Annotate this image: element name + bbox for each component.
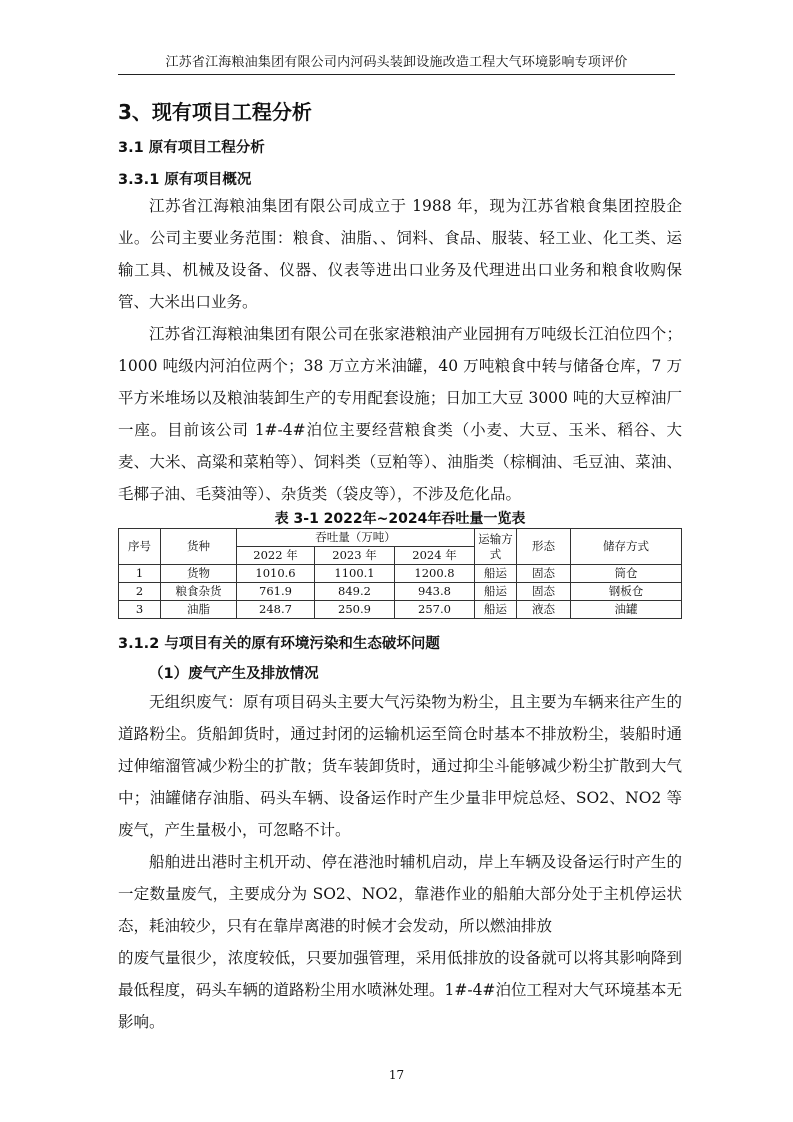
cell-storage: 油罐	[571, 601, 682, 619]
header-storage: 储存方式	[571, 529, 682, 565]
throughput-table	[118, 528, 682, 619]
cell-no: 3	[119, 601, 161, 619]
header-form: 形态	[517, 529, 571, 565]
cell-2023: 250.9	[315, 601, 395, 619]
subsection-title-pollution: 3.1.2 与项目有关的原有环境污染和生态破坏问题	[118, 636, 440, 652]
table-row	[119, 565, 682, 583]
page-number: 17	[388, 1068, 405, 1082]
cell-storage: 钢板仓	[571, 583, 682, 601]
cell-2023: 849.2	[315, 583, 395, 601]
section-title: 3、现有项目工程分析	[118, 100, 312, 124]
cell-2023: 1100.1	[315, 565, 395, 583]
header-throughput: 吞吐量（万吨）	[237, 529, 475, 547]
cell-2022: 1010.6	[237, 565, 315, 583]
table-row	[119, 601, 682, 619]
cell-no: 1	[119, 565, 161, 583]
cell-2024: 257.0	[395, 601, 475, 619]
cell-form: 固态	[517, 583, 571, 601]
cell-cargo: 货物	[161, 565, 237, 583]
cell-no: 2	[119, 583, 161, 601]
header-2022: 2022 年	[237, 547, 315, 565]
subsection-title: 3.1 原有项目工程分析	[118, 140, 265, 156]
running-header: 江苏省江海粮油集团有限公司内河码头装卸设施改造工程大气环境影响专项评价	[118, 54, 675, 75]
cell-2022: 248.7	[237, 601, 315, 619]
table-caption: 表 3-1 2022年~2024年吞吐量一览表	[274, 511, 526, 527]
cell-transport: 船运	[475, 583, 517, 601]
table-header-row	[119, 529, 682, 547]
cell-2024: 943.8	[395, 583, 475, 601]
cell-form: 固态	[517, 565, 571, 583]
header-transport: 运输方式	[475, 529, 517, 565]
header-no: 序号	[119, 529, 161, 565]
cell-storage: 筒仓	[571, 565, 682, 583]
subsubsection-title: 3.3.1 原有项目概况	[118, 172, 252, 188]
paragraph-facilities: 江苏省江海粮油集团有限公司在张家港粮油产业园拥有万吨级长江泊位四个；1000 吨级内河泊位两个；38 万立方米油罐，40 万吨粮食中转与储备仓库，7 万平方米堆场以及粮油装卸生产的专用配套设施；日加工大豆 3000 吨的大豆榨油厂一座。目前该公司 1#-4#泊位主要经营粮食类（小麦、大豆、玉米、稻谷、大麦、大米、高粱和菜粕等）、饲料类（豆粕等）、油脂类（棕榈油、毛豆油、菜油、毛椰子油、毛葵油等）、杂货类（袋皮等），不涉及危化品。	[118, 325, 682, 503]
cell-2024: 1200.8	[395, 565, 475, 583]
cell-form: 液态	[517, 601, 571, 619]
header-2024: 2024 年	[395, 547, 475, 565]
item-heading-exhaust: （1）废气产生及排放情况	[149, 666, 319, 682]
paragraph-company-intro: 江苏省江海粮油集团有限公司成立于 1988 年，现为江苏省粮食集团控股企业。公司主要业务范围：粮食、油脂、、饲料、食品、服装、轻工业、化工类、运输工具、机械及设备、仪器、仪表等进出口业务及代理进出口业务和粮食收购保管、大米出口业务。	[118, 197, 682, 311]
cell-cargo: 粮食杂货	[161, 583, 237, 601]
cell-transport: 船运	[475, 565, 517, 583]
paragraph-emission-conclusion: 的废气量很少，浓度较低，只要加强管理，采用低排放的设备就可以将其影响降到最低程度，码头车辆的道路粉尘用水喷淋处理。1#-4#泊位工程对大气环境基本无影响。	[118, 949, 682, 1031]
header-cargo: 货种	[161, 529, 237, 565]
paragraph-ship-emissions: 船舶进出港时主机开动、停在港池时辅机启动，岸上车辆及设备运行时产生的一定数量废气，主要成分为 SO2、NO2，靠港作业的船舶大部分处于主机停运状态，耗油较少，只有在靠岸离港的时候才会发动，所以燃油排放	[118, 853, 682, 935]
table-row	[119, 583, 682, 601]
cell-transport: 船运	[475, 601, 517, 619]
cell-2022: 761.9	[237, 583, 315, 601]
paragraph-fugitive-emissions: 无组织废气：原有项目码头主要大气污染物为粉尘，且主要为车辆来往产生的道路粉尘。货船卸货时，通过封闭的运输机运至筒仓时基本不排放粉尘，装船时通过伸缩溜管减少粉尘的扩散；货车装卸货时，通过抑尘斗能够减少粉尘扩散到大气中；油罐储存油脂、码头车辆、设备运作时产生少量非甲烷总烃、SO2、NO2 等废气，产生量极小，可忽略不计。	[118, 693, 682, 839]
header-2023: 2023 年	[315, 547, 395, 565]
cell-cargo: 油脂	[161, 601, 237, 619]
